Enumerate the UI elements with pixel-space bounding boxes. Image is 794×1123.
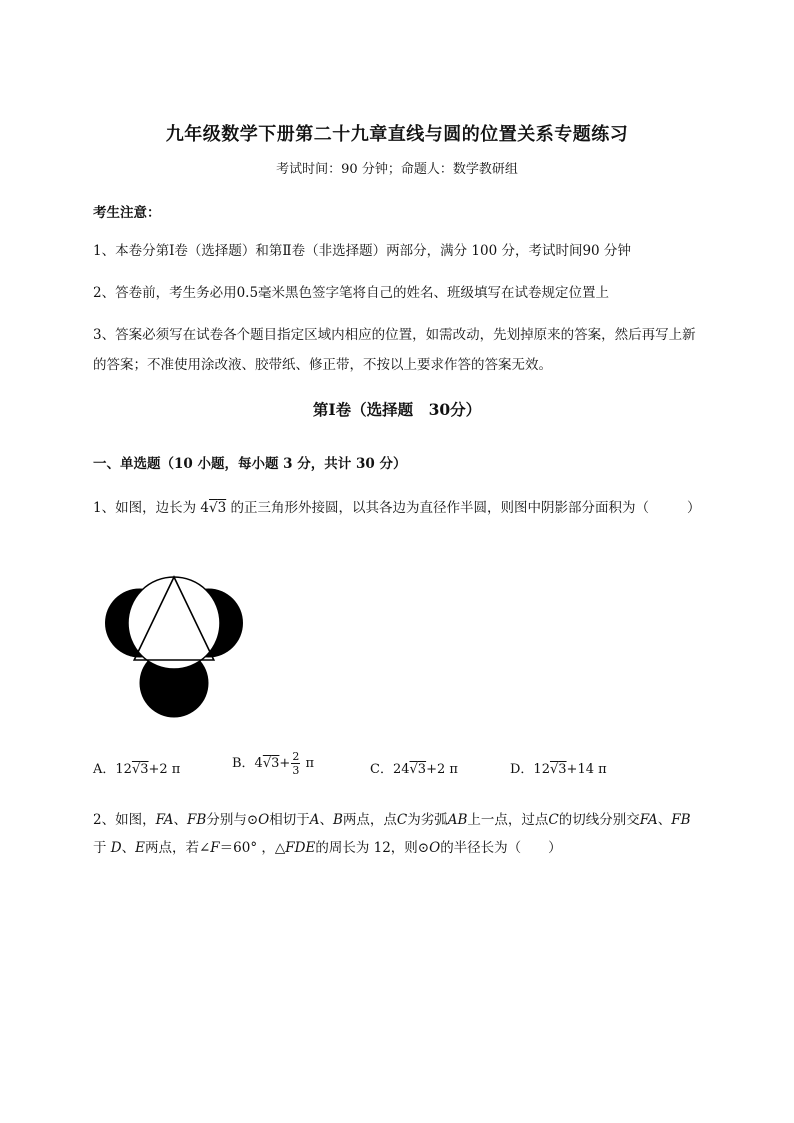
question-1: 1、如图，边长为 4√3 的正三角形外接圆，以其各边为直径作半圆，则图中阴影部分面积为（ ） — [93, 500, 701, 516]
section-title: 第Ⅰ卷（选择题 30分） — [312, 400, 482, 419]
q2-line-1: 2、如图，FA、FB分别与⊙O相切于A、B两点，点C为劣弧AB上一点，过点C的切线分别交FA、FB — [93, 812, 691, 828]
q1-figure — [100, 568, 250, 718]
question-2 — [93, 806, 753, 862]
exam-info: 考试时间：90 分钟；命题人：数学教研组 — [276, 162, 518, 177]
q1-option-c[interactable]: C．24√3+2 π — [370, 762, 458, 777]
q1-prefix: 1、如图，边长为 4 — [93, 500, 209, 516]
part-heading: 一、单选题（10 小题，每小题 3 分，共计 30 分） — [93, 456, 407, 472]
q2-answer-blank[interactable]: 的半径长为（ ） — [440, 840, 562, 856]
q1-option-a[interactable]: A．12√3+2 π — [93, 762, 181, 777]
notice-item-3-line2: 的答案；不准使用涂改液、胶带纸、修正带，不按以上要求作答的答案无效。 — [93, 357, 552, 373]
q1-option-d[interactable]: D．12√3+14 π — [510, 762, 607, 777]
fraction: $\frac{2}{3}$ — [292, 750, 300, 777]
notice-item-3 — [93, 320, 753, 380]
q1-option-b[interactable]: B．4√3+ $\frac{2}{3}$ π — [232, 750, 314, 777]
q1-suffix: 的正三角形外接圆，以其各边为直径作半圆，则图中阴影部分面积为（ — [226, 500, 649, 516]
circumscribed-circle — [128, 577, 220, 669]
notice-item-3-line1: 3、答案必须写在试卷各个题目指定区域内相应的位置，如需改动，先划掉原来的答案，然后再写上新 — [93, 327, 696, 343]
q1-sqrt: √3 — [208, 500, 227, 516]
page-title: 九年级数学下册第二十九章直线与圆的位置关系专题练习 — [165, 124, 629, 145]
q2-line-2: 于 D、E两点，若∠F＝60° ，△FDE的周长为 12，则⊙O的半径长为（ ） — [93, 840, 562, 856]
notice-item-1: 1、本卷分第Ⅰ卷（选择题）和第Ⅱ卷（非选择题）两部分，满分 100 分，考试时间90 分钟 — [93, 243, 631, 259]
notice-item-2: 2、答卷前，考生务必用0.5毫米黑色签字笔将自己的姓名、班级填写在试卷规定位置上 — [93, 285, 610, 301]
notice-heading: 考生注意： — [93, 205, 161, 221]
